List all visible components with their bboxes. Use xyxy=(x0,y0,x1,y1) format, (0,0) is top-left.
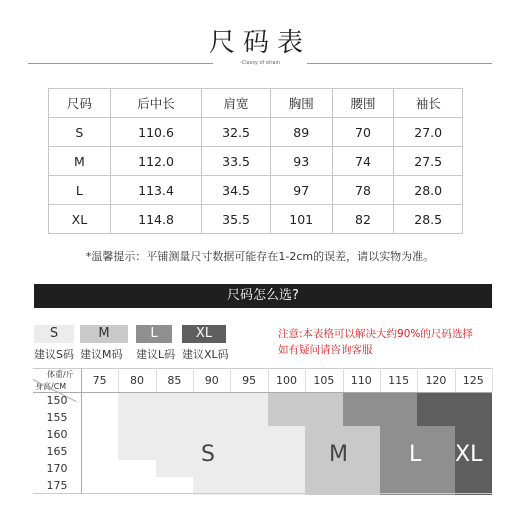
height-label: 165 xyxy=(46,445,68,458)
grid-cell xyxy=(343,477,381,495)
grid-cell xyxy=(156,477,194,495)
grid-cell xyxy=(455,426,493,444)
grid-cell xyxy=(343,426,381,444)
weight-label: 110 xyxy=(350,374,372,387)
grid-cell xyxy=(268,443,306,461)
grid-cell xyxy=(343,460,381,478)
grid-cell xyxy=(230,477,268,495)
legend-item xyxy=(34,325,74,362)
grid-cell xyxy=(417,477,455,495)
weight-label: 115 xyxy=(388,374,410,387)
grid-top-border xyxy=(33,368,492,369)
table-cell: 112.0 xyxy=(110,147,202,176)
zone-label: L xyxy=(409,442,422,467)
grid-cell xyxy=(268,409,306,427)
table-cell: XL xyxy=(49,205,111,234)
grid-cell xyxy=(118,443,156,461)
red-note-line-1: 注意:本表格可以解决大约90%的尺码选择 xyxy=(278,328,473,340)
grid-cell xyxy=(268,426,306,444)
table-header-cell: 尺码 xyxy=(49,89,111,118)
grid-cell xyxy=(455,409,493,427)
grid-cell xyxy=(118,460,156,478)
subtitle-row xyxy=(28,58,492,70)
grid-cell xyxy=(81,409,119,427)
table-cell: 27.0 xyxy=(394,118,463,147)
measurement-note: *温馨提示：平铺测量尺寸数据可能存在1-2cm的误差，请以实物为准。 xyxy=(85,250,435,263)
grid-cell xyxy=(193,477,231,495)
grid-bottom-border xyxy=(33,493,492,494)
divider-right xyxy=(307,63,492,64)
grid-cell xyxy=(156,460,194,478)
table-row xyxy=(49,205,463,234)
grid-cell xyxy=(193,409,231,427)
legend-item xyxy=(80,325,128,362)
legend-swatch: M xyxy=(80,325,128,343)
table-cell: L xyxy=(49,176,111,205)
grid-cell xyxy=(268,392,306,410)
table-header-cell: 后中长 xyxy=(110,89,202,118)
weight-divider xyxy=(492,368,493,392)
weight-label: 120 xyxy=(425,374,447,387)
grid-cell xyxy=(118,392,156,410)
grid-cell xyxy=(230,409,268,427)
table-cell: 93 xyxy=(270,147,332,176)
weight-label: 80 xyxy=(130,374,145,387)
grid-cell xyxy=(417,392,455,410)
grid-cell xyxy=(81,392,119,410)
table-cell: 82 xyxy=(332,205,394,234)
grid-cell xyxy=(118,409,156,427)
table-cell: 113.4 xyxy=(110,176,202,205)
table-row xyxy=(49,176,463,205)
grid-cell xyxy=(156,426,194,444)
grid-cell xyxy=(343,443,381,461)
weight-label: 105 xyxy=(313,374,335,387)
grid-cell xyxy=(380,426,418,444)
grid-cell xyxy=(343,392,381,410)
table-cell: 78 xyxy=(332,176,394,205)
grid-cell xyxy=(230,460,268,478)
red-note xyxy=(278,326,473,358)
section-bar: 尺码怎么选? xyxy=(34,284,492,308)
grid-cell xyxy=(81,426,119,444)
table-cell: 97 xyxy=(270,176,332,205)
grid-cell xyxy=(305,392,343,410)
table-cell: 28.5 xyxy=(394,205,463,234)
height-label: 160 xyxy=(46,428,68,441)
corner-weight: 体重/斤 xyxy=(47,370,74,379)
table-header-cell: 胸围 xyxy=(270,89,332,118)
table-cell: 32.5 xyxy=(202,118,271,147)
legend-swatch: S xyxy=(34,325,74,343)
zone-label: S xyxy=(201,442,215,467)
grid-cell xyxy=(81,460,119,478)
weight-label: 75 xyxy=(92,374,107,387)
height-label: 170 xyxy=(46,462,68,475)
table-row xyxy=(49,147,463,176)
table-header-cell: 腰围 xyxy=(332,89,394,118)
grid-cell xyxy=(417,443,455,461)
table-header-cell: 袖长 xyxy=(394,89,463,118)
table-cell: S xyxy=(49,118,111,147)
page-title: 尺码表 xyxy=(208,28,311,58)
table-cell: 70 xyxy=(332,118,394,147)
subtitle: -Classy of olrain xyxy=(239,60,281,66)
grid-cell xyxy=(380,392,418,410)
grid-cell xyxy=(305,426,343,444)
table-header-cell: 肩宽 xyxy=(202,89,271,118)
legend-swatch: XL xyxy=(182,325,226,343)
grid-cell xyxy=(81,443,119,461)
legend-item xyxy=(182,325,229,362)
grid-cell xyxy=(417,409,455,427)
corner-height: 身高/CM xyxy=(35,382,67,391)
table-cell: 34.5 xyxy=(202,176,271,205)
legend-caption: 建议L码 xyxy=(136,348,176,361)
zone-label: M xyxy=(329,442,348,467)
grid-cell xyxy=(268,460,306,478)
grid-cell xyxy=(118,426,156,444)
legend-item xyxy=(136,325,175,362)
size-table xyxy=(48,88,463,234)
table-cell: 114.8 xyxy=(110,205,202,234)
grid-cell xyxy=(380,477,418,495)
grid-cell xyxy=(156,409,194,427)
grid-cell xyxy=(230,392,268,410)
table-cell: 35.5 xyxy=(202,205,271,234)
red-note-line-2: 如有疑问请咨询客服 xyxy=(278,344,373,356)
grid-cell xyxy=(343,409,381,427)
size-guide-grid xyxy=(33,368,492,494)
height-label: 150 xyxy=(46,394,68,407)
table-cell: M xyxy=(49,147,111,176)
table-cell: 110.6 xyxy=(110,118,202,147)
grid-cell xyxy=(81,477,119,495)
weight-label: 100 xyxy=(275,374,297,387)
grid-cell xyxy=(417,426,455,444)
grid-cell xyxy=(193,426,231,444)
zone-label: XL xyxy=(455,442,483,467)
table-cell: 28.0 xyxy=(394,176,463,205)
table-cell: 89 xyxy=(270,118,332,147)
grid-cell xyxy=(230,443,268,461)
grid-cell xyxy=(118,477,156,495)
weight-label: 90 xyxy=(204,374,219,387)
height-label: 175 xyxy=(46,479,68,492)
weight-label: 85 xyxy=(167,374,182,387)
grid-cell xyxy=(455,392,493,410)
grid-cell xyxy=(417,460,455,478)
grid-cell xyxy=(193,392,231,410)
grid-cell xyxy=(305,477,343,495)
grid-cell xyxy=(455,477,493,495)
grid-cell xyxy=(156,443,194,461)
grid-cell xyxy=(230,426,268,444)
grid-cell xyxy=(380,409,418,427)
weight-label: 125 xyxy=(462,374,484,387)
legend-caption: 建议M码 xyxy=(80,348,123,361)
table-cell: 27.5 xyxy=(394,147,463,176)
table-header-row xyxy=(49,89,463,118)
table-cell: 101 xyxy=(270,205,332,234)
table-row xyxy=(49,118,463,147)
weight-label: 95 xyxy=(242,374,257,387)
legend-swatch: L xyxy=(136,325,172,343)
table-cell: 33.5 xyxy=(202,147,271,176)
height-label: 155 xyxy=(46,411,68,424)
grid-cell xyxy=(305,409,343,427)
legend-caption: 建议S码 xyxy=(34,348,74,361)
grid-header-divider xyxy=(33,392,492,393)
legend-caption: 建议XL码 xyxy=(182,348,229,361)
table-cell: 74 xyxy=(332,147,394,176)
grid-cell xyxy=(268,477,306,495)
grid-cell xyxy=(156,392,194,410)
